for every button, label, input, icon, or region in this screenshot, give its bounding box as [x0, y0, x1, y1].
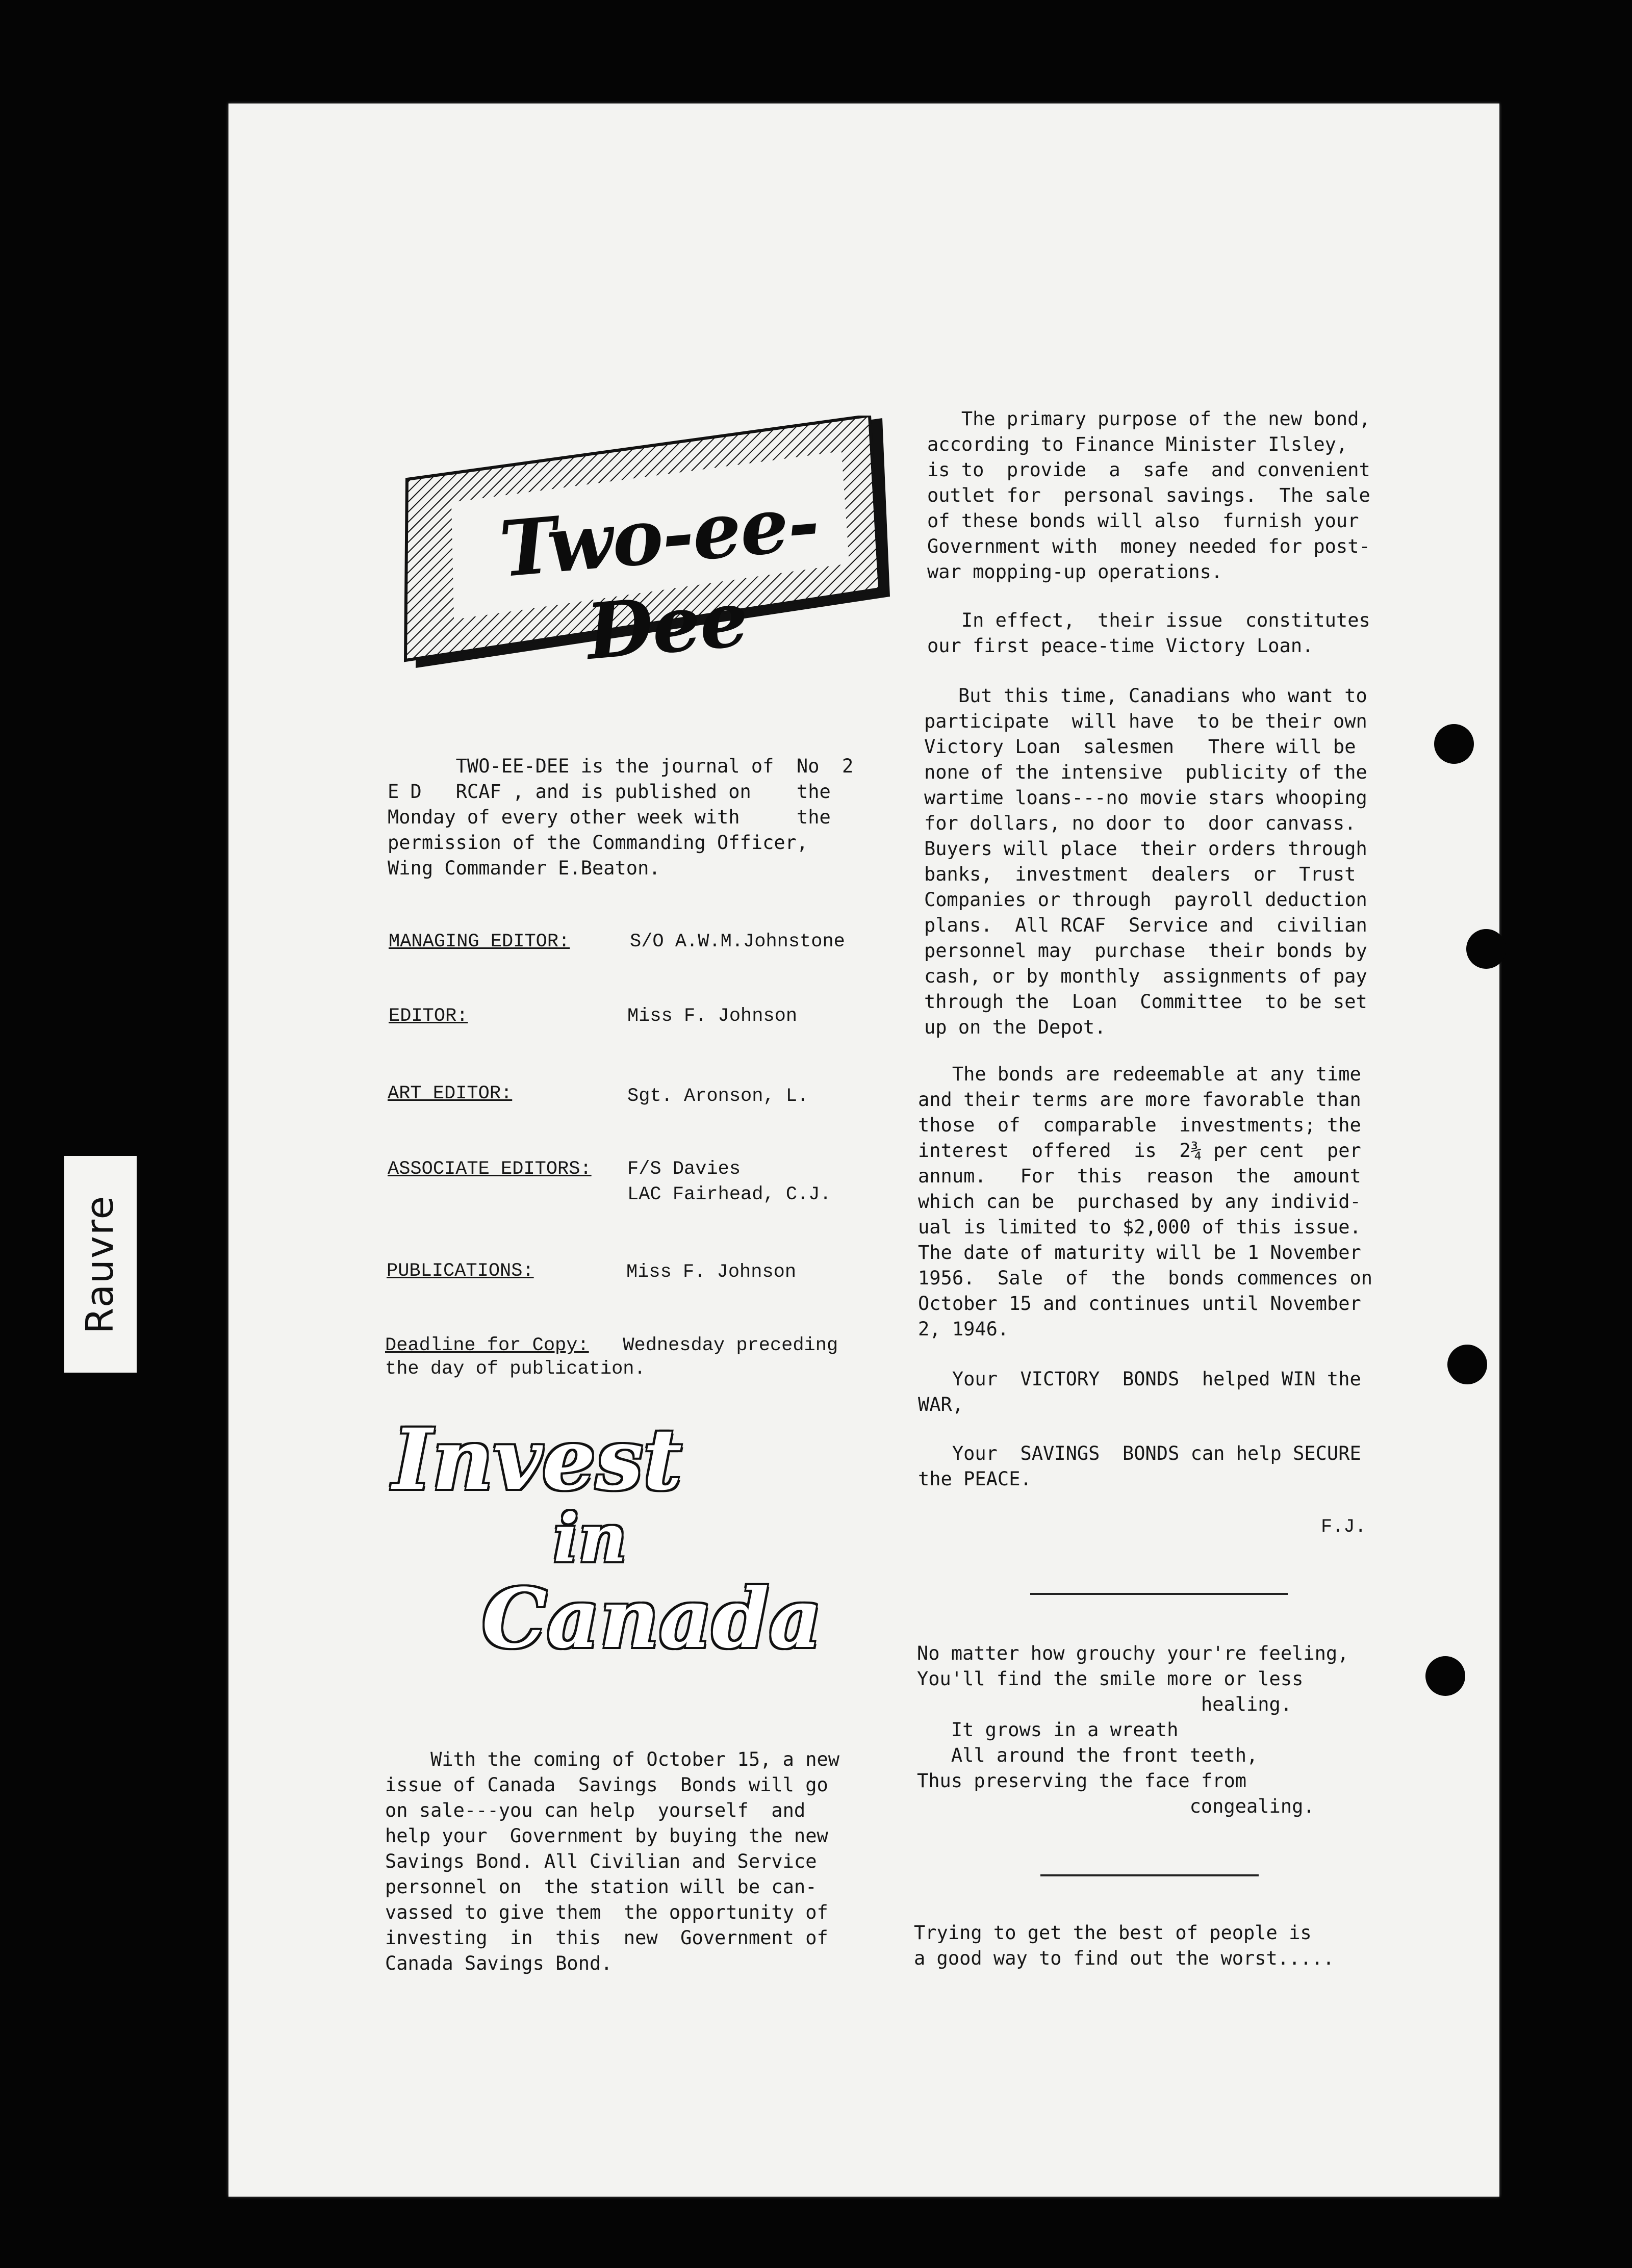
redemption-paragraph: The bonds are redeemable at any time and their terms are more favorable than those of comparable investments; the interest offered is 2¾ per cent per annum. For this reason the amount which can be purchased by any individ- ual is limited to $2,000 of this issue. The date of maturity will be 1 November 1956. Sale of the bonds commences on October 15 and continues until November 2, 1946. — [918, 1063, 1373, 1340]
punch-hole — [1466, 929, 1506, 969]
associate-editors-label: ASSOCIATE EDITORS: — [388, 1158, 592, 1180]
canada-word: Canada — [482, 1570, 822, 1666]
deadline-text: Wednesday preceding — [589, 1335, 838, 1356]
masthead-title: Two-ee-Dee — [496, 477, 822, 678]
managing-editor-value: S/O A.W.M.Johnstone — [630, 931, 845, 952]
savings-bonds-slogan: Your SAVINGS BONDS can help SECURE the PEACE. — [918, 1442, 1361, 1490]
deadline-label: Deadline for Copy: — [385, 1335, 589, 1356]
publications-value: Miss F. Johnson — [626, 1261, 797, 1283]
associate-editors-value: F/S Davies LAC Fairhead, C.J. — [627, 1158, 831, 1205]
editor-value: Miss F. Johnson — [627, 1006, 798, 1027]
managing-editor-label: MANAGING EDITOR: — [389, 931, 570, 952]
invest-word: Invest — [393, 1410, 682, 1509]
closing-quip: Trying to get the best of people is a good way to find out the worst..... — [914, 1922, 1335, 1969]
deadline-line-2: the day of publication. — [385, 1358, 646, 1380]
bond-announcement-paragraph: With the coming of October 15, a new issue of Canada Savings Bonds will go on sale---you can help yourself and help your Government by buying the new Savings Bond. All Civilian and Service personnel on the station will be can- vassed to give them the opportunity of investing in this new Government of Canada Savings Bond. — [385, 1748, 840, 1974]
art-editor-label: ART EDITOR: — [388, 1083, 513, 1104]
victory-loan-paragraph: In effect, their issue constitutes our first peace-time Victory Loan. — [927, 609, 1370, 657]
punch-hole — [1447, 1345, 1487, 1384]
invest-in-canada-logo — [388, 1410, 847, 1675]
punch-hole — [1434, 724, 1474, 764]
punch-hole — [1425, 1656, 1465, 1696]
victory-bonds-slogan: Your VICTORY BONDS helped WIN the WAR, — [918, 1368, 1361, 1415]
salesmen-paragraph: But this time, Canadians who want to participate will have to be their own Victory Loan salesmen There will be none of the intensive publicity of the wartime loans---no movie stars whooping for dollars, no door to door canvass. Buyers will place their orders through banks, investment dealers or Trust Companies or through payroll deduction plans. All RCAF Service and civilian personnel may purchase their bonds by cash, or by monthly assignments of pay through the Loan Committee to be set up on the Depot. — [924, 685, 1367, 1038]
section-divider — [1030, 1593, 1288, 1595]
side-label-text: Rauvre — [78, 1195, 122, 1334]
purpose-paragraph: The primary purpose of the new bond, according to Finance Minister Ilsley, is to provide a safe and convenient outlet for personal savings. The sale of these bonds will also furnish your Government with money needed for post- war mopping-up operations. — [927, 408, 1370, 583]
deadline-line — [385, 1333, 838, 1358]
intro-paragraph: TWO-EE-DEE is the journal of No 2 E D RCAF , and is published on the Monday of every other week with the permission of the Commanding Officer, Wing Commander E.Beaton. — [388, 755, 854, 879]
author-initials: F.J. — [1321, 1516, 1366, 1538]
editor-label: EDITOR: — [389, 1006, 468, 1027]
masthead-logo — [403, 416, 892, 678]
art-editor-value: Sgt. Aronson, L. — [627, 1086, 809, 1107]
publications-label: PUBLICATIONS: — [387, 1260, 534, 1282]
section-divider — [1040, 1874, 1259, 1876]
archive-side-label — [64, 1156, 137, 1373]
grouchy-poem: No matter how grouchy your're feeling, You'll find the smile more or less healing. It grows in a wreath All around the front teeth, Thus preserving the face from congealing. — [917, 1642, 1349, 1817]
in-word: in — [553, 1499, 627, 1577]
